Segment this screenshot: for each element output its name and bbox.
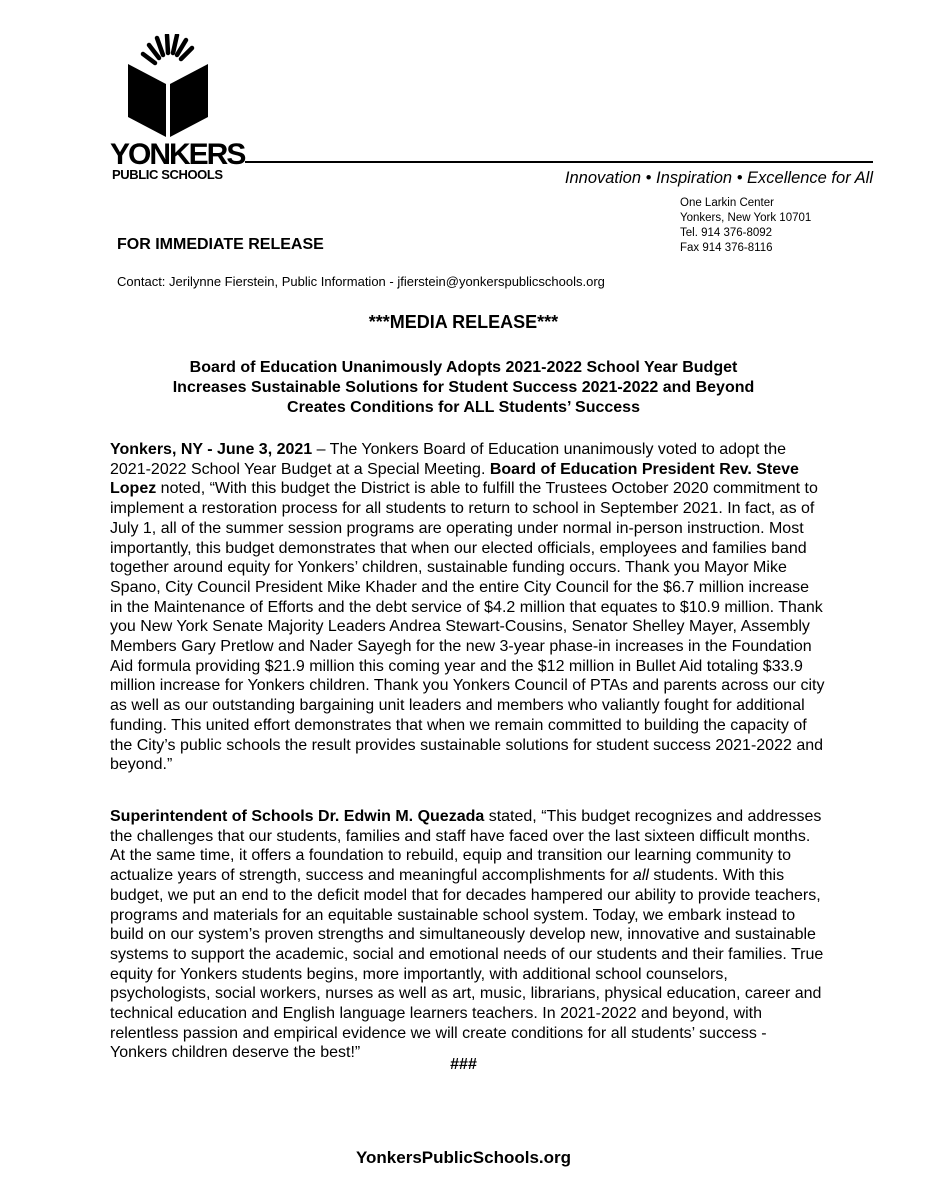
contact-line: Contact: Jerilynne Fierstein, Public Information - jfierstein@yonkerspublicschools.org bbox=[117, 274, 605, 289]
address-line-2: Yonkers, New York 10701 bbox=[680, 212, 812, 224]
end-mark: ### bbox=[450, 1056, 477, 1073]
tagline: Innovation • Inspiration • Excellence for All bbox=[564, 169, 873, 187]
address-tel: Tel. 914 376-8092 bbox=[680, 227, 773, 239]
paragraph-2 bbox=[110, 807, 825, 1063]
paragraph-1 bbox=[110, 440, 825, 775]
address-fax: Fax 914 376-8116 bbox=[680, 242, 773, 254]
address-line-1: One Larkin Center bbox=[680, 197, 774, 209]
headline-1: Board of Education Unanimously Adopts 2021-2022 School Year Budget bbox=[189, 359, 738, 376]
address-block bbox=[680, 196, 811, 256]
paragraph-2-text-a: stated, “This budget recognizes and addresses the challenges that our students, families and staff have faced over the last sixteen difficult months. At the same time, it offers a foundation to rebuild, equip and transition our learning community to actualize years of strength, success and meaningful accomplishments for bbox=[110, 808, 822, 885]
paragraph-1-text-a: – The Yonkers Board of Education unanimously voted to adopt the 2021-2022 School Year Budget at a Special Meeting. bbox=[110, 441, 786, 478]
paragraph-1-dateline: Yonkers, NY - June 3, 2021 bbox=[110, 441, 313, 458]
headline-3: Creates Conditions for ALL Students’ Success bbox=[287, 399, 640, 416]
footer-website: YonkersPublicSchools.org bbox=[355, 1148, 572, 1167]
header-rule bbox=[245, 161, 873, 163]
logo-title: YONKERS bbox=[110, 138, 245, 171]
media-release-heading: ***MEDIA RELEASE*** bbox=[368, 312, 559, 332]
headline-2: Increases Sustainable Solutions for Student Success 2021-2022 and Beyond bbox=[172, 379, 755, 396]
logo-subtitle: PUBLIC SCHOOLS bbox=[112, 167, 223, 182]
paragraph-2-speaker: Superintendent of Schools Dr. Edwin M. Quezada bbox=[110, 808, 485, 825]
paragraph-1-speaker: Board of Education President Rev. Steve Lopez bbox=[110, 460, 799, 498]
release-label: FOR IMMEDIATE RELEASE bbox=[117, 236, 324, 253]
paragraph-2-text-b: students. With this budget, we put an end to the deficit model that for decades hampered our ability to provide teachers, programs and materials for an equitable sustainable school system. Today, we embark instead to build on our system’s proven strengths and simultaneously develop new, innovative and sustainable systems to support the academic, social and emotional needs of our students and their families. True equity for Yonkers students begins, more importantly, with additional school counselors, psychologists, social workers, nurses as well as art, music, librarians, physical education, career and technical education and English language learners teachers. In 2021-2022 and beyond, with relentless passion and empirical evidence we will create conditions for all students’ success - Yonkers children deserve the best!” bbox=[110, 867, 824, 1062]
headlines bbox=[0, 358, 927, 418]
paragraph-1-text-b: noted, “With this budget the District is able to fulfill the Trustees October 2020 commitment to implement a restoration process for all students to return to school in September 2021. In fact, as of July 1, all of the summer session programs are operating under normal in-person instruction. Most importantly, this budget demonstrates that when our elected officials, employees and families band together around equity for Yonkers’ children, sustainable funding occurs. Thank you Mayor Mike Spano, City Council President Mike Khader and the entire City Council for the $6.7 million increase in the Maintenance of Efforts and the debt service of $4.2 million that equates to $10.9 million. Thank you New York Senate Majority Leaders Andrea Stewart-Cousins, Senator Shelley Mayer, Assembly Members Gary Pretlow and Nader Sayegh for the new 3-year phase-in increases in the Foundation Aid formula providing $21.9 million this coming year and the $12 million in Bullet Aid totaling $33.9 million increase for Yonkers children. Thank you Yonkers Council of PTAs and parents across our city as well as our outstanding bargaining unit leaders and members who valiantly fought for additional funding. This united effort demonstrates that when we remain committed to building the capacity of the City’s public schools the result provides sustainable solutions for student success 2021-2022 and beyond.” bbox=[110, 480, 825, 774]
paragraph-2-emphasis: all bbox=[632, 867, 649, 885]
